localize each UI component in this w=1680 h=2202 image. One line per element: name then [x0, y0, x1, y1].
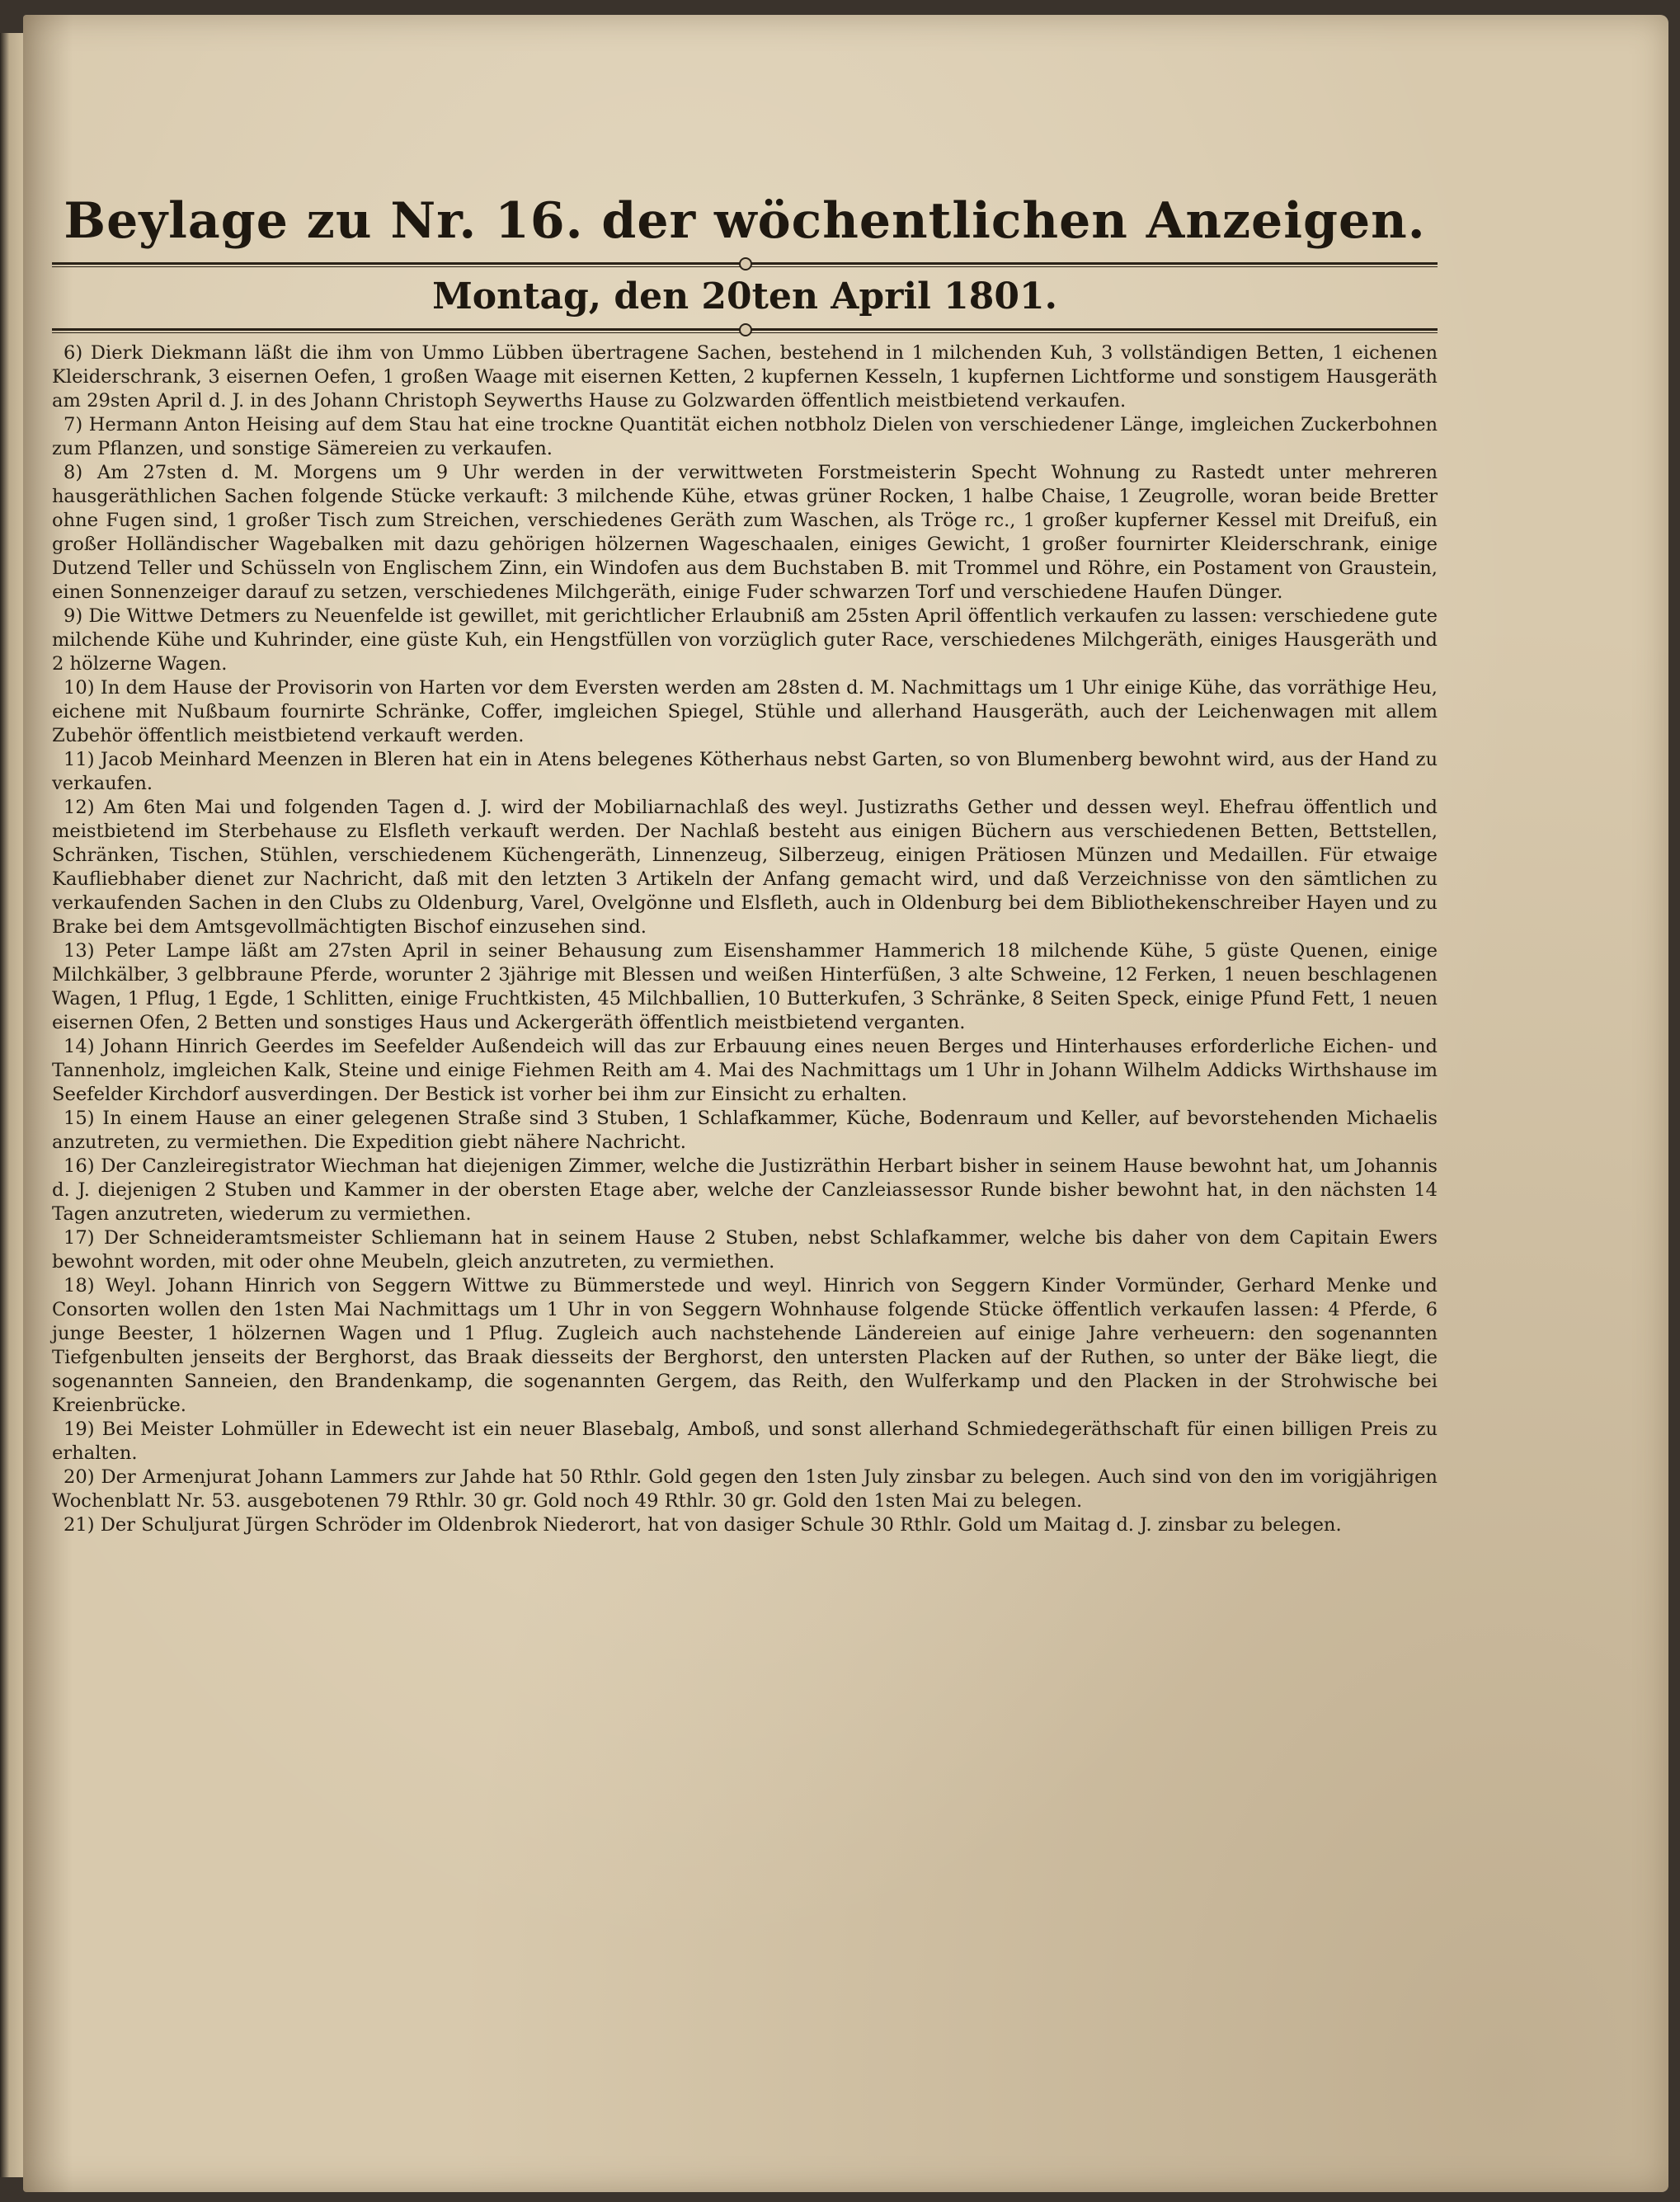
notice-item: 15) In einem Hause an einer gelegenen Straße sind 3 Stuben, 1 Schlafkammer, Küche, Bodenraum und Keller, auf bevorstehenden Michaelis anzutreten, zu vermiethen. Die Expedition giebt nähere Nachricht.	[52, 1108, 1438, 1153]
adjacent-page-edge	[0, 33, 23, 2177]
notice-item: 11) Jacob Meinhard Meenzen in Bleren hat ein in Atens belegenes Kötherhaus nebst Garten, so von Blumenberg bewohnt wird, aus der Hand zu verkaufen.	[52, 749, 1438, 794]
notice-item: 7) Hermann Anton Heising auf dem Stau hat eine trockne Quantität eichen notbholz Dielen von verschiedener Länge, imgleichen Zuckerbohnen zum Pflanzen, und sonstige Sämereien zu verkaufen.	[52, 414, 1438, 459]
date-rule	[52, 323, 1438, 336]
rule-ornament	[739, 257, 752, 271]
notice-item: 19) Bei Meister Lohmüller in Edewecht ist ein neuer Blasebalg, Amboß, und sonst allerhand Schmiedegeräthschaft für einen billigen Preis zu erhalten.	[52, 1419, 1438, 1464]
notice-item: 21) Der Schuljurat Jürgen Schröder im Oldenbrok Niederort, hat von dasiger Schule 30 Rthlr. Gold um Maitag d. J. zinsbar zu belegen.	[64, 1514, 1342, 1536]
notice-item: 6) Dierk Diekmann läßt die ihm von Ummo Lübben übertragene Sachen, bestehend in 1 milchenden Kuh, 3 vollständigen Betten, 1 eichenen Kleiderschrank, 3 eisernen Oefen, 1 großen Waage mit eisernen Ketten, 2 kupfernen Kesseln, 1 kupfernen Lichtforme und sonstigem Hausgeräth am 29sten April d. J. in des Johann Christoph Seywerths Hause zu Golzwarden öffentlich meistbietend verkaufen.	[52, 342, 1438, 412]
notice-item: 18) Weyl. Johann Hinrich von Seggern Wittwe zu Bümmerstede und weyl. Hinrich von Seggern Kinder Vormünder, Gerhard Menke und Consorten wollen den 1sten Mai Nachmittags um 1 Uhr in von Seggern Wohnhause folgende Stücke öffentlich verkaufen lassen: 4 Pferde, 6 junge Beester, 1 hölzernen Wagen und 1 Pflug. Zugleich auch nachstehende Ländereien auf einige Jahre verheuern: den sogenannten Tiefgenbulten jenseits der Berghorst, das Braak diesseits der Berghorst, den untersten Placken auf der Ruthen, so unter der Bäke liegt, die sogenannten Sanneien, den Brandenkamp, die sogenannten Gergem, das Reith, den Wulferkamp und den Placken in der Strohwische bei Kreienbrücke.	[52, 1275, 1438, 1416]
notice-item: 20) Der Armenjurat Johann Lammers zur Jahde hat 50 Rthlr. Gold gegen den 1sten July zinsbar zu belegen. Auch sind von den im vorigjährigen Wochenblatt Nr. 53. ausgebotenen 79 Rthlr. 30 gr. Gold noch 49 Rthlr. 30 gr. Gold den 1sten Mai zu belegen.	[52, 1466, 1438, 1512]
notice-item: 16) Der Canzleiregistrator Wiechman hat diejenigen Zimmer, welche die Justizräthin Herbart bisher in seinem Hause bewohnt hat, um Johannis d. J. diejenigen 2 Stuben und Kammer in der obersten Etage aber, welche der Canzleiassessor Runde bisher bewohnt hat, in den nächsten 14 Tagen anzutreten, wiederum zu vermiethen.	[52, 1155, 1438, 1225]
notice-item: 17) Der Schneideramtsmeister Schliemann hat in seinem Hause 2 Stuben, nebst Schlafkammer, welche bis daher von dem Capitain Ewers bewohnt worden, mit oder ohne Meubeln, gleich anzutreten, zu vermiethen.	[52, 1227, 1438, 1273]
rule-ornament	[739, 323, 752, 336]
notices-list	[52, 341, 1438, 1537]
newspaper-page	[23, 15, 1668, 2192]
title-rule	[52, 257, 1438, 271]
supplement-title: Beylage zu Nr. 16. der wöchentlichen Anzeigen.	[64, 192, 1426, 250]
notice-item: 14) Johann Hinrich Geerdes im Seefelder Außendeich will das zur Erbauung eines neuen Berges und Hinterhauses erforderliche Eichen- und Tannenholz, imgleichen Kalk, Steine und einige Fiehmen Reith am 4. Mai des Nachmittags um 1 Uhr in Johann Wilhelm Addicks Wirthshause im Seefelder Kirchdorf ausverdingen. Der Bestick ist vorher bei ihm zur Einsicht zu erhalten.	[52, 1036, 1438, 1105]
notice-item: 12) Am 6ten Mai und folgenden Tagen d. J. wird der Mobiliarnachlaß des weyl. Justizraths Gether und dessen weyl. Ehefrau öffentlich und meistbietend im Sterbehause zu Elsfleth verkauft werden. Der Nachlaß besteht aus einigen Büchern aus verschiedenen Betten, Bettstellen, Schränken, Tischen, Stühlen, verschiedenem Küchengeräth, Linnenzeug, Silberzeug, einigen Prätiosen Münzen und Medaillen. Für etwaige Kaufliebhaber dienet zur Nachricht, daß mit den letzten 3 Artikeln der Anfang gemacht wird, und daß Verzeichnisse von den sämtlichen zu verkaufenden Sachen in den Clubs zu Oldenburg, Varel, Ovelgönne und Elsfleth, auch in Oldenburg bei dem Bibliothekenschreiber Hayen und zu Brake bei dem Amtsgevollmächtigten Bischof einzusehen sind.	[52, 797, 1438, 938]
notice-item: 10) In dem Hause der Provisorin von Harten vor dem Eversten werden am 28sten d. M. Nachmittags um 1 Uhr einige Kühe, das vorräthige Heu, eichene mit Nußbaum fournirte Schränke, Coffer, imgleichen Spiegel, Stühle und allerhand Hausgeräth, auch der Leichenwagen mit allem Zubehör öffentlich meistbietend verkauft werden.	[52, 677, 1438, 746]
page-content	[52, 188, 1438, 1537]
issue-date: Montag, den 20ten April 1801.	[432, 275, 1057, 318]
notice-item: 13) Peter Lampe läßt am 27sten April in seiner Behausung zum Eisenshammer Hammerich 18 milchende Kühe, 5 güste Quenen, einige Milchkälber, 3 gelbbraune Pferde, worunter 2 3jährige mit Blessen und weißen Hinterfüßen, 3 alte Schweine, 12 Ferken, 1 neuen beschlagenen Wagen, 1 Pflug, 1 Egde, 1 Schlitten, einige Fruchtkisten, 45 Milchballien, 10 Butterkufen, 3 Schränke, 8 Seiten Speck, einige Pfund Fett, 1 neuen eisernen Ofen, 2 Betten und sonstiges Haus und Ackergeräth öffentlich meistbietend verganten.	[52, 940, 1438, 1033]
notice-item: 9) Die Wittwe Detmers zu Neuenfelde ist gewillet, mit gerichtlicher Erlaubniß am 25sten April öffentlich verkaufen zu lassen: verschiedene gute milchende Kühe und Kuhrinder, eine güste Kuh, ein Hengstfüllen von vorzüglich guter Race, verschiedenes Milchgeräth, einiges Hausgeräth und 2 hölzerne Wagen.	[52, 605, 1438, 675]
notice-item: 8) Am 27sten d. M. Morgens um 9 Uhr werden in der verwittweten Forstmeisterin Specht Wohnung zu Rastedt unter mehreren hausgeräthlichen Sachen folgende Stücke verkauft: 3 milchende Kühe, etwas grüner Rocken, 1 halbe Chaise, 1 Zeugrolle, woran beide Bretter ohne Fugen sind, 1 großer Tisch zum Streichen, verschiedenes Geräth zum Waschen, als Tröge rc., 1 großer kupferner Kessel mit Dreifuß, ein großer Holländischer Wagebalken mit dazu gehörigen hölzernen Wageschaalen, einiges Gewicht, 1 großer fournirter Kleiderschrank, einige Dutzend Teller und Schüsseln von Englischem Zinn, ein Windofen aus dem Buchstaben B. mit Trommel und Röhre, ein Postament von Graustein, einen Sonnenzeiger darauf zu setzen, verschiedenes Milchgeräth, einige Fuder schwarzen Torf und verschiedene Haufen Dünger.	[52, 462, 1438, 603]
